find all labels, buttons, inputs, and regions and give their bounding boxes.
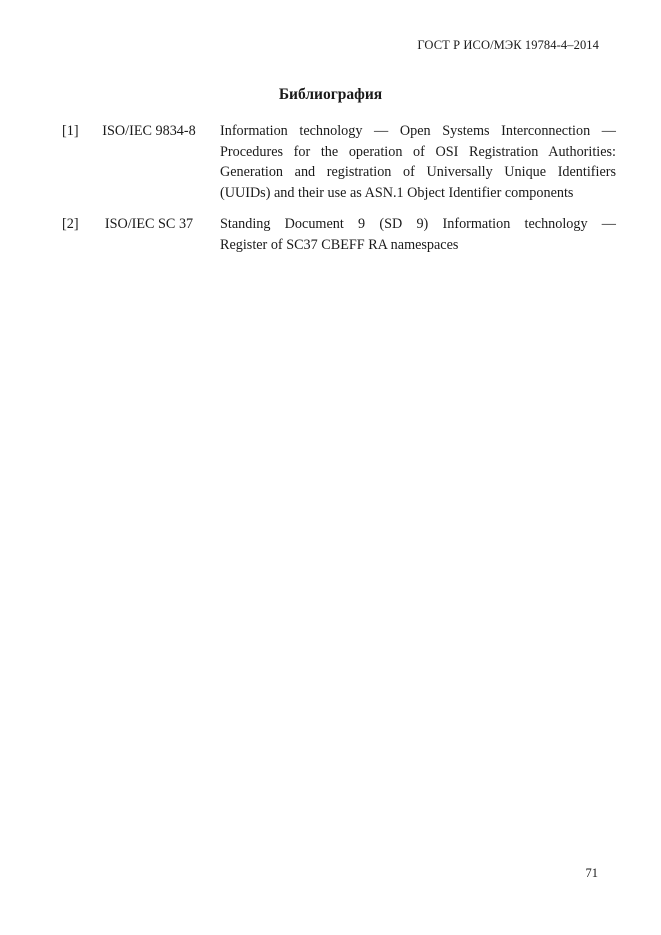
entry-reference: ISO/IEC SC 37 (104, 216, 194, 232)
entry-description-line: Register of SC37 CBEFF RA namespaces (220, 236, 459, 253)
page-number: 71 (585, 866, 598, 880)
entry-number: [2] (62, 216, 79, 232)
document-header: ГОСТ Р ИСО/МЭК 19784-4–2014 (417, 38, 599, 52)
entry-description-line: (UUIDs) and their use as ASN.1 Object Identifier components (220, 184, 574, 201)
entry-description (220, 121, 616, 203)
entry-description-line: Procedures for the operation of OSI Registration Authorities: (220, 143, 616, 160)
entry-reference: ISO/IEC 9834-8 (102, 123, 196, 139)
entry-description-line: Generation and registration of Universally Unique Identifiers (220, 164, 616, 180)
bibliography-title: Библиография (278, 86, 383, 103)
entry-description-line: Standing Document 9 (SD 9) Information technology — (220, 216, 616, 232)
entry-description-line: Information technology — Open Systems Interconnection — (220, 123, 616, 139)
entry-number: [1] (62, 123, 79, 139)
entry-description (220, 214, 616, 255)
